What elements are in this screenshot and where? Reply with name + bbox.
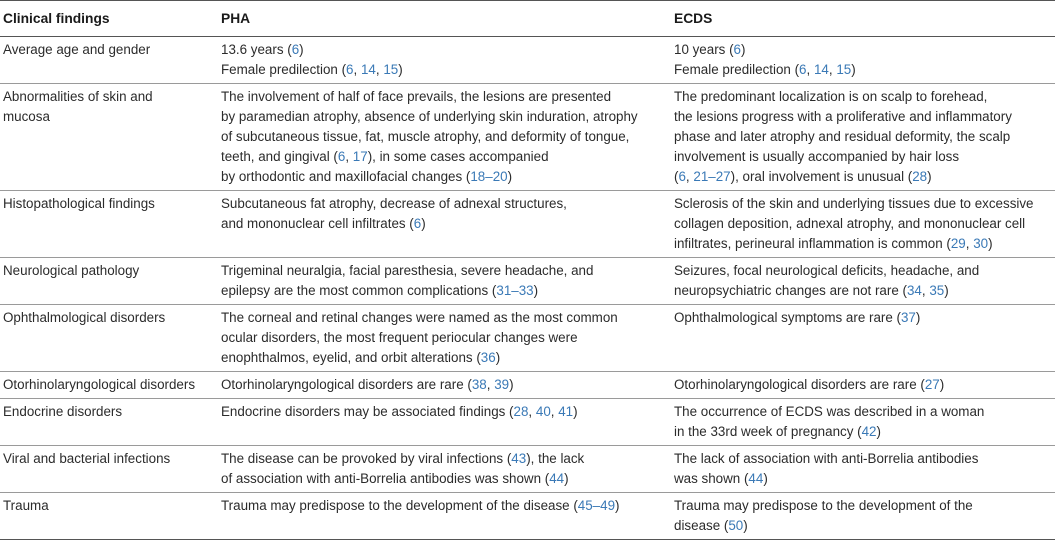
ecds-text-line (674, 281, 1055, 301)
text-segment: was shown ( (674, 471, 749, 486)
text-segment: epilepsy are the most common complications ( (221, 283, 497, 298)
pha-text-line (221, 402, 671, 422)
text-segment: , (486, 377, 495, 392)
reference-link[interactable]: 15 (836, 62, 852, 77)
text-segment: ) (939, 377, 945, 392)
table-header (0, 1, 1055, 37)
finding-label: Viral and bacterial infections (3, 451, 171, 466)
cell-ecds (671, 37, 1055, 84)
reference-link[interactable]: 45–49 (577, 498, 616, 513)
ecds-text-line (674, 308, 1055, 328)
text-segment: in the 33rd week of pregnancy ( (674, 424, 862, 439)
text-segment: Otorhinolaryngological disorders are rare ( (221, 377, 472, 392)
reference-link[interactable]: 14 (813, 62, 829, 77)
cell-pha (217, 258, 671, 305)
reference-link[interactable]: 17 (352, 149, 368, 164)
text-segment: The occurrence of ECDS was described in a woman (674, 404, 985, 419)
cell-ecds (671, 258, 1055, 305)
table-row (0, 399, 1055, 446)
ecds-text-line (674, 375, 1055, 395)
text-segment: Endocrine disorders may be associated findings ( (221, 404, 514, 419)
cell-ecds (671, 191, 1055, 258)
cell-finding (0, 305, 217, 372)
cell-ecds (671, 305, 1055, 372)
text-segment: ) (533, 283, 539, 298)
ecds-text-line (674, 194, 1055, 214)
reference-link[interactable]: 43 (511, 451, 527, 466)
pha-text-line (221, 194, 671, 214)
cell-pha (217, 37, 671, 84)
text-segment: ) (988, 236, 993, 251)
text-segment: Female predilection ( (674, 62, 800, 77)
table-body (0, 37, 1055, 540)
reference-link[interactable]: 18–20 (470, 169, 508, 184)
pha-text-line (221, 147, 671, 167)
text-segment: The lack of association with anti-Borrelia antibodies (674, 451, 979, 466)
pha-text-line (221, 308, 671, 328)
text-segment: Trauma may predispose to the development of the disease ( (221, 498, 578, 513)
text-segment: enophthalmos, eyelid, and orbit alterations ( (221, 350, 481, 365)
reference-link[interactable]: 6 (733, 42, 741, 57)
text-segment: , (685, 169, 694, 184)
header-row (0, 1, 1055, 37)
finding-label: Average age and gender (3, 42, 151, 57)
ecds-text-line (674, 147, 1055, 167)
reference-link[interactable]: 6 (799, 62, 807, 77)
reference-link[interactable]: 37 (900, 310, 916, 325)
ecds-text-line (674, 261, 1055, 281)
cell-pha (217, 84, 671, 191)
reference-link[interactable]: 35 (929, 283, 945, 298)
reference-link[interactable]: 6 (413, 216, 422, 231)
reference-link[interactable]: 34 (906, 283, 922, 298)
ecds-text-line (674, 127, 1055, 147)
finding-label: Histopathological findings (3, 196, 155, 211)
ecds-text-line (674, 422, 1055, 442)
cell-finding (0, 37, 217, 84)
cell-ecds (671, 84, 1055, 191)
text-segment: The involvement of half of face prevails, the lesions are presented (221, 89, 612, 104)
reference-link[interactable]: 39 (494, 377, 510, 392)
pha-text-line (221, 469, 671, 489)
text-segment: , (528, 404, 536, 419)
text-segment: Seizures, focal neurological deficits, headache, and (674, 263, 980, 278)
pha-text-line (221, 87, 671, 107)
text-segment: , (353, 62, 361, 77)
text-segment: ) (741, 42, 746, 57)
ecds-text-line (674, 402, 1055, 422)
table-row (0, 258, 1055, 305)
text-segment: ) (509, 377, 514, 392)
text-segment: ocular disorders, the most frequent periocular changes were (221, 330, 578, 345)
pha-text-line (221, 107, 671, 127)
ecds-text-line (674, 40, 1055, 60)
reference-link[interactable]: 31–33 (496, 283, 534, 298)
text-segment: of association with anti-Borrelia antibodies was shown ( (221, 471, 550, 486)
cell-pha (217, 493, 671, 540)
pha-text-line (221, 40, 671, 60)
text-segment: , (828, 62, 837, 77)
pha-text-line (221, 127, 671, 147)
finding-label: Endocrine disorders (3, 404, 123, 419)
ecds-text-line (674, 469, 1055, 489)
text-segment: 10 years ( (674, 42, 734, 57)
text-segment: by paramedian atrophy, absence of underlying skin induration, atrophy (221, 109, 638, 124)
pha-text-line (221, 214, 671, 234)
text-segment: infiltrates, perineural inflammation is common ( (674, 236, 951, 251)
table-row (0, 493, 1055, 540)
text-segment: , (806, 62, 814, 77)
text-segment: ) (763, 471, 768, 486)
pha-text-line (221, 167, 671, 187)
reference-link[interactable]: 40 (535, 404, 551, 419)
reference-link[interactable]: 6 (337, 149, 346, 164)
reference-link[interactable]: 28 (513, 404, 529, 419)
cell-ecds (671, 446, 1055, 493)
reference-link[interactable]: 29 (950, 236, 966, 251)
pha-text-line (221, 449, 671, 469)
reference-link[interactable]: 14 (360, 62, 376, 77)
text-segment: ) (915, 310, 921, 325)
reference-link[interactable]: 28 (912, 169, 928, 184)
finding-label: Neurological pathology (3, 263, 140, 278)
reference-link[interactable]: 41 (558, 404, 574, 419)
ecds-text-line (674, 107, 1055, 127)
pha-text-line (221, 348, 671, 368)
ecds-text-line (674, 496, 1055, 516)
ecds-text-line (674, 167, 1055, 187)
text-segment: ) (743, 518, 748, 533)
finding-line: mucosa (3, 109, 50, 124)
ecds-text-line (674, 516, 1055, 536)
reference-link[interactable]: 44 (748, 471, 764, 486)
reference-link[interactable]: 15 (383, 62, 399, 77)
ecds-text-line (674, 87, 1055, 107)
text-segment: Trigeminal neuralgia, facial paresthesia, severe headache, and (221, 263, 594, 278)
cell-finding (0, 258, 217, 305)
cell-pha (217, 191, 671, 258)
text-segment: , (965, 236, 974, 251)
text-segment: The corneal and retinal changes were named as the most common (221, 310, 618, 325)
text-segment: The disease can be provoked by viral infections ( (221, 451, 512, 466)
cell-finding (0, 372, 217, 399)
text-segment: ) (573, 404, 578, 419)
table-row (0, 446, 1055, 493)
reference-link[interactable]: 42 (861, 424, 877, 439)
header-pha: PHA (217, 1, 671, 37)
text-segment: , (550, 404, 559, 419)
cell-pha (217, 372, 671, 399)
pha-text-line (221, 261, 671, 281)
text-segment: collagen deposition, adnexal atrophy, and mononuclear cell (674, 216, 1026, 231)
text-segment: 13.6 years ( (221, 42, 292, 57)
header-clinical-findings: Clinical findings (0, 1, 217, 37)
cell-ecds (671, 372, 1055, 399)
ecds-text-line (674, 234, 1055, 254)
text-segment: ), oral involvement is unusual ( (730, 169, 913, 184)
finding-line: Abnormalities of skin and (3, 89, 153, 104)
finding-label: Ophthalmological disorders (3, 310, 166, 325)
text-segment: ) (927, 169, 932, 184)
text-segment: ) (299, 42, 304, 57)
text-segment: Trauma may predispose to the development of the (674, 498, 973, 513)
reference-link[interactable]: 38 (471, 377, 487, 392)
text-segment: Otorhinolaryngological disorders are rare ( (674, 377, 925, 392)
cell-finding (0, 84, 217, 191)
header-ecds: ECDS (671, 1, 1055, 37)
text-segment: ) (615, 498, 620, 513)
cell-finding (0, 191, 217, 258)
pha-text-line (221, 328, 671, 348)
table-row (0, 305, 1055, 372)
ecds-text-line (674, 214, 1055, 234)
ecds-text-line (674, 449, 1055, 469)
table-row (0, 191, 1055, 258)
table-row (0, 372, 1055, 399)
text-segment: The predominant localization is on scalp to forehead, (674, 89, 988, 104)
text-segment: the lesions progress with a proliferative and inflammatory (674, 109, 1012, 124)
text-segment: , (375, 62, 384, 77)
text-segment: ) (851, 62, 856, 77)
text-segment: Sclerosis of the skin and underlying tissues due to excessive (674, 196, 1034, 211)
pha-text-line (221, 496, 671, 516)
cell-finding (0, 446, 217, 493)
text-segment: ) (876, 424, 881, 439)
cell-ecds (671, 493, 1055, 540)
cell-ecds (671, 399, 1055, 446)
reference-link[interactable]: 6 (678, 169, 686, 184)
text-segment: involvement is usually accompanied by hair loss (674, 149, 960, 164)
reference-link[interactable]: 44 (549, 471, 565, 486)
reference-link[interactable]: 6 (291, 42, 300, 57)
pha-text-line (221, 60, 671, 80)
reference-link[interactable]: 6 (346, 62, 354, 77)
cell-pha (217, 446, 671, 493)
text-segment: by orthodontic and maxillofacial changes ( (221, 169, 471, 184)
text-segment: Ophthalmological symptoms are rare ( (674, 310, 901, 325)
text-segment: ) (507, 169, 513, 184)
reference-link[interactable]: 21–27 (693, 169, 731, 184)
text-segment: Female predilection ( (221, 62, 347, 77)
text-segment: ), in some cases accompanied (367, 149, 549, 164)
text-segment: ) (564, 471, 569, 486)
text-segment: teeth, and gingival ( (221, 149, 338, 164)
text-segment: ( (674, 169, 679, 184)
pha-text-line (221, 375, 671, 395)
text-segment: Subcutaneous fat atrophy, decrease of adnexal structures, (221, 196, 567, 211)
cell-pha (217, 399, 671, 446)
text-segment: phase and later atrophy and residual deformity, the scalp (674, 129, 1011, 144)
text-segment: of subcutaneous tissue, fat, muscle atrophy, and deformity of tongue, (221, 129, 630, 144)
text-segment: disease ( (674, 518, 729, 533)
cell-pha (217, 305, 671, 372)
text-segment: ) (495, 350, 501, 365)
text-segment: and mononuclear cell infiltrates ( (221, 216, 414, 231)
reference-link[interactable]: 50 (728, 518, 744, 533)
table-row (0, 84, 1055, 191)
text-segment: ) (398, 62, 403, 77)
text-segment: ), the lack (526, 451, 585, 466)
finding-label: Otorhinolaryngological disorders (3, 377, 196, 392)
reference-link[interactable]: 27 (924, 377, 940, 392)
reference-link[interactable]: 36 (480, 350, 496, 365)
cell-finding (0, 493, 217, 540)
reference-link[interactable]: 30 (973, 236, 989, 251)
pha-text-line (221, 281, 671, 301)
text-segment: , (921, 283, 930, 298)
cell-finding (0, 399, 217, 446)
text-segment: , (345, 149, 353, 164)
finding-label: Trauma (3, 498, 49, 513)
text-segment: ) (944, 283, 949, 298)
ecds-text-line (674, 60, 1055, 80)
text-segment: ) (421, 216, 426, 231)
table-row (0, 37, 1055, 84)
text-segment: neuropsychiatric changes are not rare ( (674, 283, 907, 298)
